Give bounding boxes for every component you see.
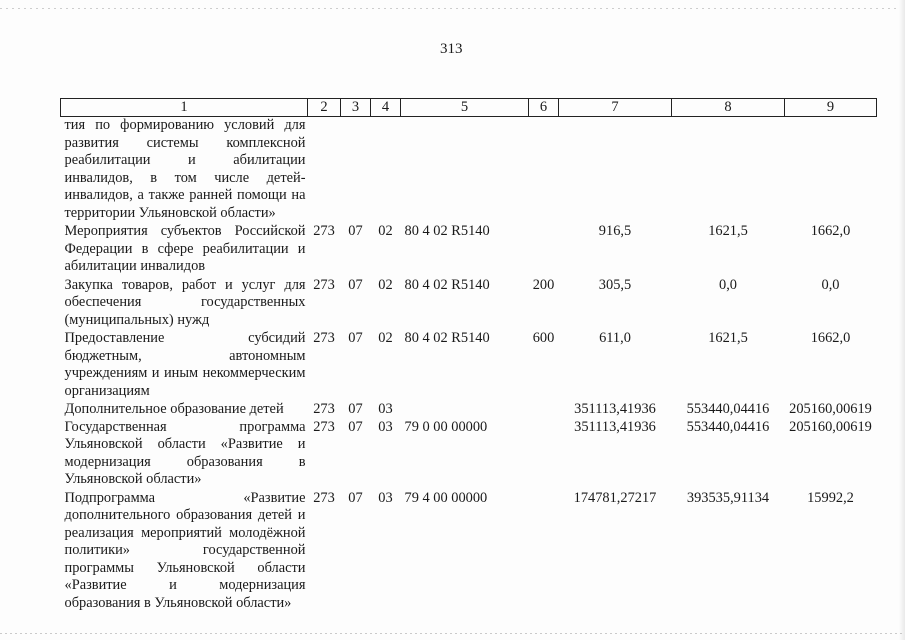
page-edge-bottom [0, 633, 905, 634]
cell-c7: 174781,27217 [573, 489, 657, 506]
cell-c4: 03 [378, 489, 393, 506]
col-header-8: 8 [672, 99, 785, 117]
cell-c8: 553440,04416 [686, 418, 770, 435]
cell-c8: 1621,5 [708, 223, 748, 239]
cell-c6 [529, 419, 559, 489]
budget-table [60, 98, 877, 612]
cell-c5 [401, 117, 529, 223]
row-name: Дополнительное образование детей [64, 401, 284, 417]
table-row [61, 489, 877, 613]
cell-c5: 79 0 00 00000 [404, 418, 488, 435]
cell-c2: 273 [313, 223, 335, 239]
cell-c3: 07 [348, 489, 363, 506]
cell-c6: 600 [532, 330, 555, 346]
table-row [61, 329, 877, 400]
cell-c7: 916,5 [598, 223, 632, 239]
cell-c8: 393535,91134 [686, 489, 770, 506]
cell-c3: 07 [348, 330, 363, 346]
row-name: Предоставление субсидий бюджетным, автономным учреждениям и иным некоммерческим организациям [64, 330, 306, 399]
cell-c7: 351113,41936 [574, 418, 656, 435]
cell-c5: 79 4 00 00000 [404, 489, 488, 506]
cell-c2: 273 [313, 401, 335, 417]
cell-c9: 0,0 [821, 276, 840, 293]
table-row [61, 400, 877, 419]
cell-c2: 273 [313, 330, 335, 346]
cell-c2: 273 [313, 276, 335, 293]
cell-c2 [308, 117, 341, 223]
cell-c9: 15992,2 [807, 489, 854, 506]
cell-c5: 80 4 02 R5140 [404, 223, 490, 239]
cell-c8: 0,0 [719, 276, 737, 293]
cell-c7: 305,5 [598, 276, 632, 293]
cell-c9: 1662,0 [810, 330, 851, 346]
cell-c8: 553440,04416 [686, 401, 770, 417]
cell-c5: 80 4 02 R5140 [404, 276, 490, 293]
col-header-5: 5 [401, 99, 529, 117]
cell-c2: 273 [313, 489, 335, 506]
cell-c8 [672, 117, 785, 223]
cell-c3: 07 [348, 401, 363, 417]
cell-c6 [529, 117, 559, 223]
cell-c7: 351113,41936 [574, 401, 656, 417]
cell-c5: 80 4 02 R5140 [404, 330, 490, 346]
cell-c7 [559, 117, 672, 223]
col-header-7: 7 [559, 99, 672, 117]
cell-c3 [341, 117, 371, 223]
cell-c4: 03 [378, 418, 393, 435]
row-name: Мероприятия субъектов Российской Федерации в сфере реабилитации и абилитации инвалидов [64, 223, 306, 274]
cell-c6: 200 [532, 276, 555, 293]
cell-c9: 205160,00619 [789, 418, 872, 435]
cell-c6 [529, 222, 559, 276]
table-row [61, 276, 877, 330]
cell-c3: 07 [348, 223, 363, 239]
cell-c4: 02 [378, 330, 393, 346]
cell-c4: 02 [378, 276, 393, 293]
cell-c4 [371, 117, 401, 223]
cell-c6 [529, 489, 559, 613]
cell-c4: 02 [378, 223, 393, 239]
row-name: Государственная программа Ульяновской области «Развитие и модернизация образования в Ульяновской области» [64, 418, 306, 487]
cell-c3: 07 [348, 418, 363, 435]
table-row [61, 419, 877, 489]
col-header-4: 4 [371, 99, 401, 117]
cell-c3: 07 [348, 276, 363, 293]
cell-c9 [785, 117, 877, 223]
cell-c8: 1621,5 [708, 330, 748, 346]
col-header-1: 1 [61, 99, 308, 117]
table-row [61, 222, 877, 276]
row-name: Закупка товаров, работ и услуг для обеспечения государственных (муниципальных) нужд [64, 276, 306, 328]
row-name: тия по формированию условий для развития системы комплексной реабилитации и абилитации инвалидов, в том числе детей-инвалидов, а также ранней помощи на территории Ульяновской области» [64, 117, 306, 221]
table-row [61, 117, 877, 223]
page-edge-top [0, 8, 905, 9]
row-name: Подпрограмма «Развитие дополнительного образования детей и реализация мероприятий молодёжной политики» государственной программы Ульяновской области «Развитие и модернизация образования в Ульяновской области» [64, 489, 306, 611]
col-header-2: 2 [308, 99, 341, 117]
col-header-9: 9 [785, 99, 877, 117]
cell-c6 [529, 400, 559, 419]
header-row [61, 99, 877, 117]
page-edge-right [899, 0, 905, 640]
col-header-6: 6 [529, 99, 559, 117]
cell-c9: 205160,00619 [789, 401, 872, 417]
cell-c9: 1662,0 [810, 223, 851, 239]
cell-c4: 03 [378, 401, 393, 417]
col-header-3: 3 [341, 99, 371, 117]
cell-c2: 273 [313, 418, 335, 435]
cell-c5 [401, 400, 529, 419]
cell-c7: 611,0 [599, 330, 631, 346]
page-number: 313 [440, 41, 463, 57]
